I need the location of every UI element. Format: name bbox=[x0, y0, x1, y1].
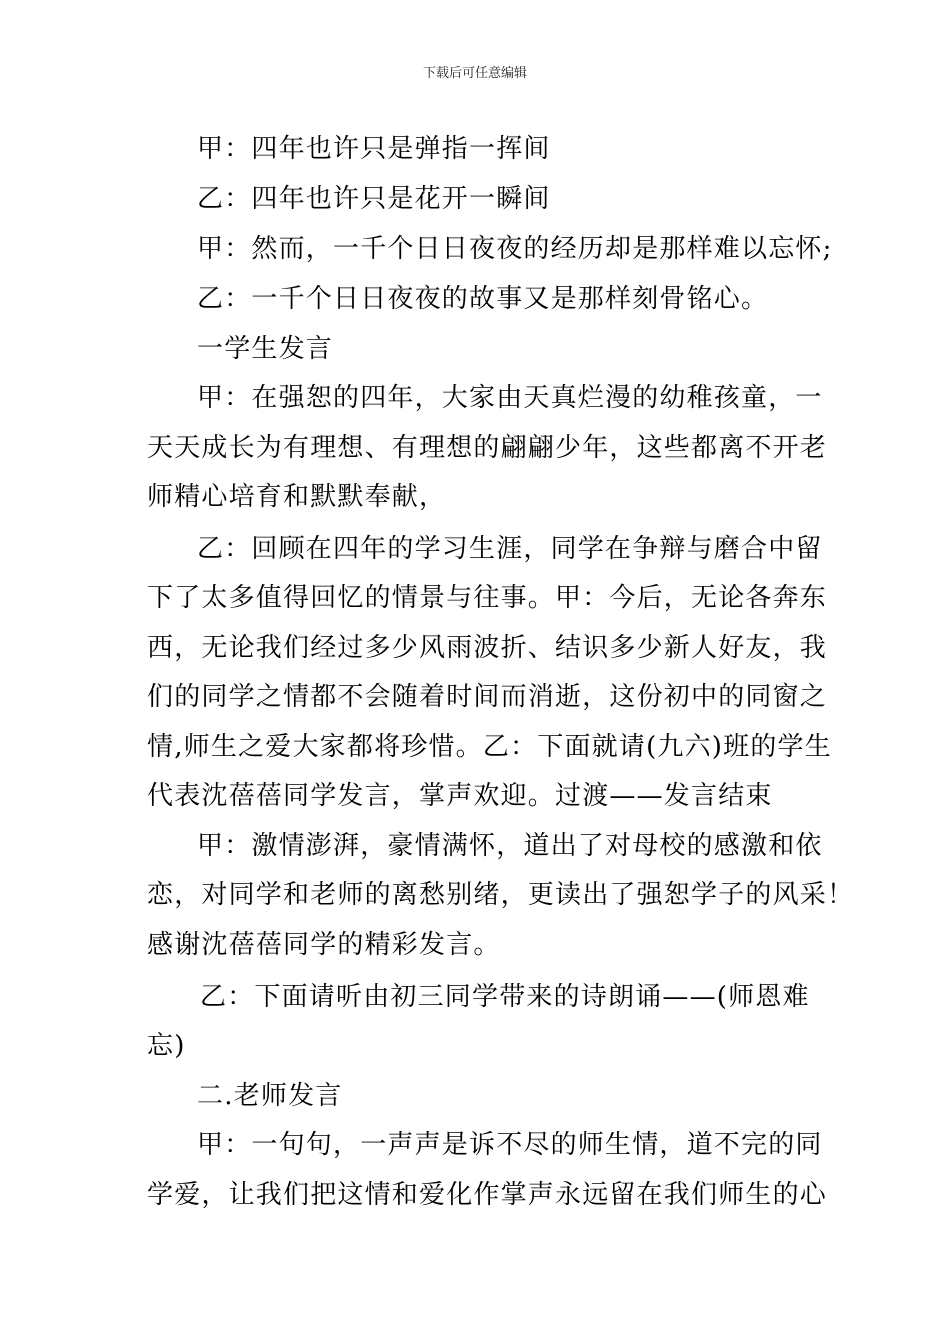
paragraph-line: 乙：四年也许只是花开一瞬间 bbox=[197, 184, 551, 214]
paragraph-line: 西，无论我们经过多少风雨波折、结识多少新人好友，我 bbox=[147, 633, 828, 663]
paragraph-line: 代表沈蓓蓓同学发言，掌声欢迎。过渡——发言结束 bbox=[147, 781, 773, 811]
paragraph-line: 天天成长为有理想、有理想的翩翩少年，这些都离不开老 bbox=[147, 433, 828, 463]
paragraph-line: 甲：激情澎湃，豪情满怀，道出了对母校的感激和依 bbox=[197, 831, 823, 861]
paragraph-line: 乙：下面请听由初三同学带来的诗朗诵——(师恩难 bbox=[200, 982, 810, 1012]
paragraph-line: 甲：四年也许只是弹指一挥间 bbox=[197, 134, 551, 164]
paragraph-line: 师精心培育和默默奉献， bbox=[147, 482, 447, 512]
paragraph-line: 恋，对同学和老师的离愁别绪，更读出了强恕学子的风采！ bbox=[147, 880, 855, 910]
paragraph-line: 学爱，让我们把这情和爱化作掌声永远留在我们师生的心 bbox=[147, 1180, 828, 1210]
paragraph-line: 甲：然而，一千个日日夜夜的经历却是那样难以忘怀; bbox=[197, 234, 833, 264]
page-header-note: 下载后可任意编辑 bbox=[422, 66, 527, 81]
section-heading: 一学生发言 bbox=[197, 334, 334, 364]
paragraph-line: 甲：一句句，一声声是诉不尽的师生情，道不完的同 bbox=[197, 1130, 823, 1160]
paragraph-line: 乙：回顾在四年的学习生涯，同学在争辩与磨合中留 bbox=[197, 534, 823, 564]
paragraph-line: 甲：在强恕的四年，大家由天真烂漫的幼稚孩童，一 bbox=[197, 383, 823, 413]
paragraph-line: 情,师生之爱大家都将珍惜。乙：下面就请(九六)班的学生 bbox=[147, 732, 832, 762]
paragraph-line: 乙：一千个日日夜夜的故事又是那样刻骨铭心。 bbox=[197, 284, 769, 314]
section-heading: 二.老师发言 bbox=[197, 1081, 343, 1111]
paragraph-line: 感谢沈蓓蓓同学的精彩发言。 bbox=[147, 930, 501, 960]
paragraph-line: 们的同学之情都不会随着时间而消逝，这份初中的同窗之 bbox=[147, 682, 828, 712]
paragraph-line: 忘) bbox=[147, 1031, 186, 1061]
paragraph-line: 下了太多值得回忆的情景与往事。甲：今后，无论各奔东 bbox=[147, 583, 828, 613]
